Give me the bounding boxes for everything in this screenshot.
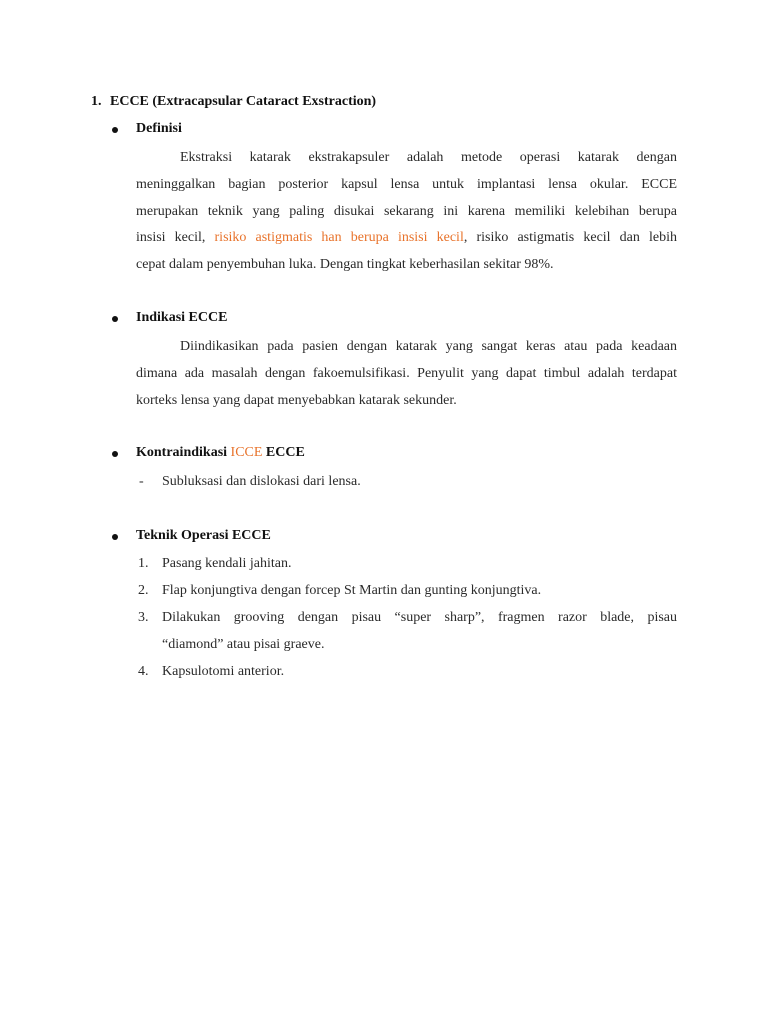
list-number: 3. [138,610,149,625]
definisi-line4-after: , risiko astigmatis kecil dan lebih [463,230,677,246]
section-title-definisi: Definisi [136,121,182,136]
highlighted-text: risiko astigmatis han berupa insisi kecil [214,230,464,246]
list-item-continuation: “diamond” atau pisai graeve. [162,637,325,652]
definisi-line: merupakan teknik yang paling disukai sekarang ini karena memiliki kelebihan berupa [136,203,677,219]
definisi-line: meninggalkan bagian posterior kapsul lensa untuk implantasi lensa okular. ECCE [136,176,677,192]
bullet-icon [112,316,118,322]
section-title-kontraindikasi [136,445,305,461]
section-title-teknik: Teknik Operasi ECCE [136,528,271,543]
list-item: Flap konjungtiva dengan forcep St Martin dan gunting konjungtiva. [162,583,542,598]
indikasi-line: dimana ada masalah dengan fakoemulsifikasi. Penyulit yang dapat timbul adalah terdapat [136,365,677,381]
bullet-icon [112,451,118,457]
dash-marker: - [139,474,144,489]
heading-title: ECCE (Extracapsular Cataract Exstraction) [110,94,377,109]
definisi-line: cepat dalam penyembuhan luka. Dengan tingkat keberhasilan sekitar 98%. [136,257,554,273]
bullet-icon [112,127,118,133]
kontraindikasi-item: Subluksasi dan dislokasi dari lensa. [162,474,361,489]
indikasi-line: Diindikasikan pada pasien dengan katarak yang sangat keras atau pada keadaan [180,339,677,354]
indikasi-line: korteks lensa yang dapat menyebabkan katarak sekunder. [136,392,457,408]
highlighted-text: ICCE [230,445,263,460]
bullet-icon [112,534,118,540]
heading-number: 1. [91,94,102,109]
list-item: Dilakukan grooving dengan pisau “super sharp”, fragmen razor blade, pisau [162,610,677,625]
definisi-line4-before: insisi kecil, [136,230,215,246]
list-number: 2. [138,583,149,598]
list-number: 1. [138,556,149,571]
indikasi-paragraph [136,334,677,414]
list-number: 4. [138,664,149,679]
definisi-line: Ekstraksi katarak ekstrakapsuler adalah metode operasi katarak dengan [180,150,677,165]
section-title-indikasi: Indikasi ECCE [136,310,228,325]
definisi-paragraph [136,145,677,279]
kontraindikasi-title-before: Kontraindikasi [136,445,231,460]
kontraindikasi-title-after: ECCE [262,445,305,460]
list-item: Kapsulotomi anterior. [162,664,285,679]
definisi-line [136,225,677,252]
list-item: Pasang kendali jahitan. [162,556,292,571]
